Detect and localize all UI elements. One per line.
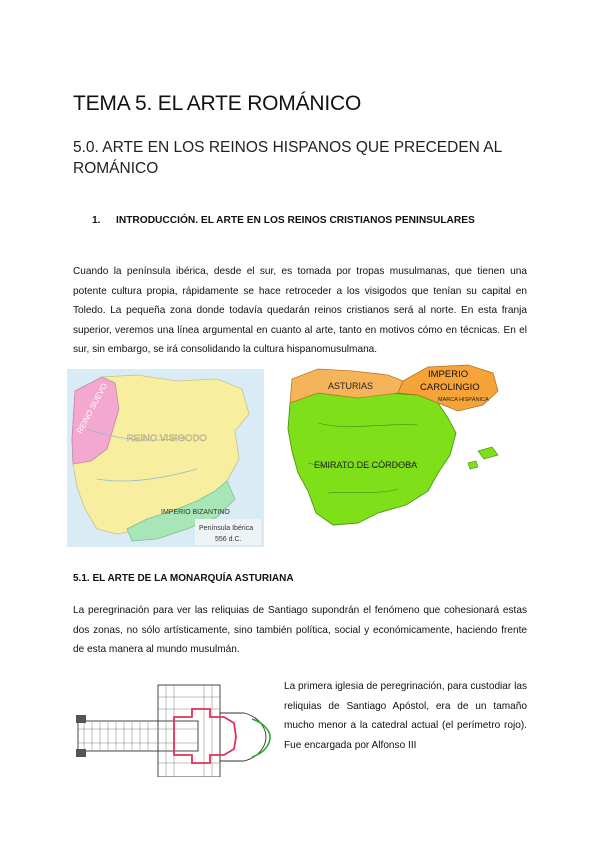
page-title: TEMA 5. EL ARTE ROMÁNICO [73,92,362,115]
map-caption-line2: 556 d.C. [215,536,242,543]
intro-paragraph: Cuando la península ibérica, desde el sur, es tomada por tropas musulmanas, que tienen una potente cultura propia, rápidamente se hace retroceder a los visigodos que tenían su capital en Toledo. La pequeña zona donde todavía quedarán reinos cristianos será al norte. En esta franja superior, veremos una línea argumental en cuanto al arte, tanto en motivos cómo en técnicas. En el sur, sin embargo, se irá consolidando la cultura hispanomusulmana. [73,266,527,355]
label-emirato-cordoba: EMIRATO DE CÓRDOBA [314,460,418,470]
label-reino-suevo: REINO SUEVO [75,381,110,436]
label-marca-hispanica: MARCA HISPÁNICA [438,397,489,403]
section-heading-monarquia-asturiana: 5.1. EL ARTE DE LA MONARQUÍA ASTURIANA [73,573,294,584]
peregrinacion-paragraph: La peregrinación para ver las reliquias de Santiago supondrán el fenómeno que cohesionará estas dos zonas, no sólo artísticamente, sino también política, social y económicamente, haciendo frente de esta manera al mundo musulmán. [73,605,527,655]
section-number: 1. [92,215,101,226]
label-imperio-bizantino: IMPERIO BIZANTINO [161,509,230,516]
page-subtitle: 5.0. ARTE EN LOS REINOS HISPANOS QUE PRECEDEN AL ROMÁNICO [73,139,502,177]
map-caption-line1: Península Ibérica [199,525,254,532]
plan-tower [76,715,86,723]
iglesia-side-text: La primera iglesia de peregrinación, para custodiar las reliquias de Santiago Apóstol, era de un tamaño mucho menor a la catedral actual (el perímetro rojo). Fue encargada por Alfonso III [284,681,527,751]
label-imperio: IMPERIO [428,369,469,380]
section-heading-text: INTRODUCCIÓN. EL ARTE EN LOS REINOS CRISTIANOS PENINSULARES [116,215,475,226]
floor-plan-image [74,677,276,777]
label-carolingio: CAROLINGIO [420,382,480,393]
plan-background [74,677,276,777]
label-asturias: ASTURIAS [328,381,374,391]
map-emirato [278,363,522,541]
section-heading-introduccion [92,215,475,226]
label-reino-visigodo: REINO VISIGODO [127,433,207,444]
map-visigodo [67,369,264,547]
plan-tower [76,749,86,757]
